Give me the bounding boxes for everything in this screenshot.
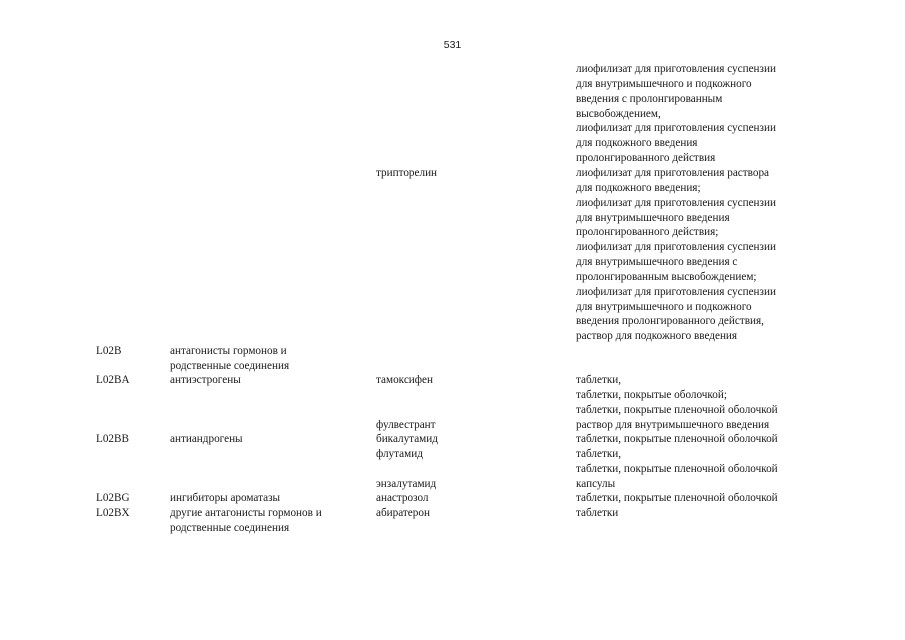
- drug-name: фулвестрант: [376, 419, 436, 431]
- drug-name: тамоксифен: [376, 374, 433, 386]
- group-name: другие антагонисты гормонов и родственные соединения: [170, 507, 322, 534]
- dosage-forms: таблетки, покрытые пленочной оболочкой: [576, 433, 778, 445]
- drug-name: бикалутамид: [376, 433, 438, 445]
- dosage-forms: раствор для внутримышечного введения: [576, 419, 770, 431]
- dosage-forms: капсулы: [576, 478, 616, 490]
- group-name: антиандрогены: [170, 433, 243, 445]
- drug-name: абиратерон: [376, 507, 430, 519]
- drug-name: анастрозол: [376, 492, 429, 504]
- drug-name: флутамид: [376, 448, 423, 460]
- atc-code: L02BA: [96, 374, 130, 386]
- atc-code: L02B: [96, 345, 122, 357]
- dosage-forms: таблетки, таблетки, покрытые пленочной оболочкой: [576, 448, 778, 475]
- group-name: антиэстрогены: [170, 374, 241, 386]
- dosage-forms: лиофилизат для приготовления раствора для подкожного введения; лиофилизат для приготовления суспензии для внутримышечного введения пролонгированного действия; лиофилизат для приготовления суспензии для внутримышечного введения с пролонгированным высвобождением; лиофилизат для приготовления суспензии для внутримышечного и подкожного введения пролонгированного действия, раствор для подкожного введения: [576, 167, 776, 343]
- drug-name: трипторелин: [376, 167, 438, 179]
- page-number: 531: [443, 39, 462, 51]
- atc-code: L02BB: [96, 433, 129, 445]
- group-name: ингибиторы ароматазы: [170, 492, 281, 504]
- atc-code: L02BG: [96, 492, 130, 504]
- group-name: антагонисты гормонов и родственные соединения: [170, 345, 290, 372]
- drug-name: энзалутамид: [376, 478, 437, 490]
- dosage-forms: таблетки, таблетки, покрытые оболочкой; таблетки, покрытые пленочной оболочкой: [576, 374, 778, 416]
- atc-code: L02BX: [96, 507, 130, 519]
- dosage-forms: лиофилизат для приготовления суспензии для внутримышечного и подкожного введения с пролонгированным высвобождением, лиофилизат для приготовления суспензии для подкожного введения пролонгированного действия: [576, 63, 776, 165]
- dosage-forms: таблетки: [576, 507, 619, 519]
- dosage-forms: таблетки, покрытые пленочной оболочкой: [576, 492, 778, 504]
